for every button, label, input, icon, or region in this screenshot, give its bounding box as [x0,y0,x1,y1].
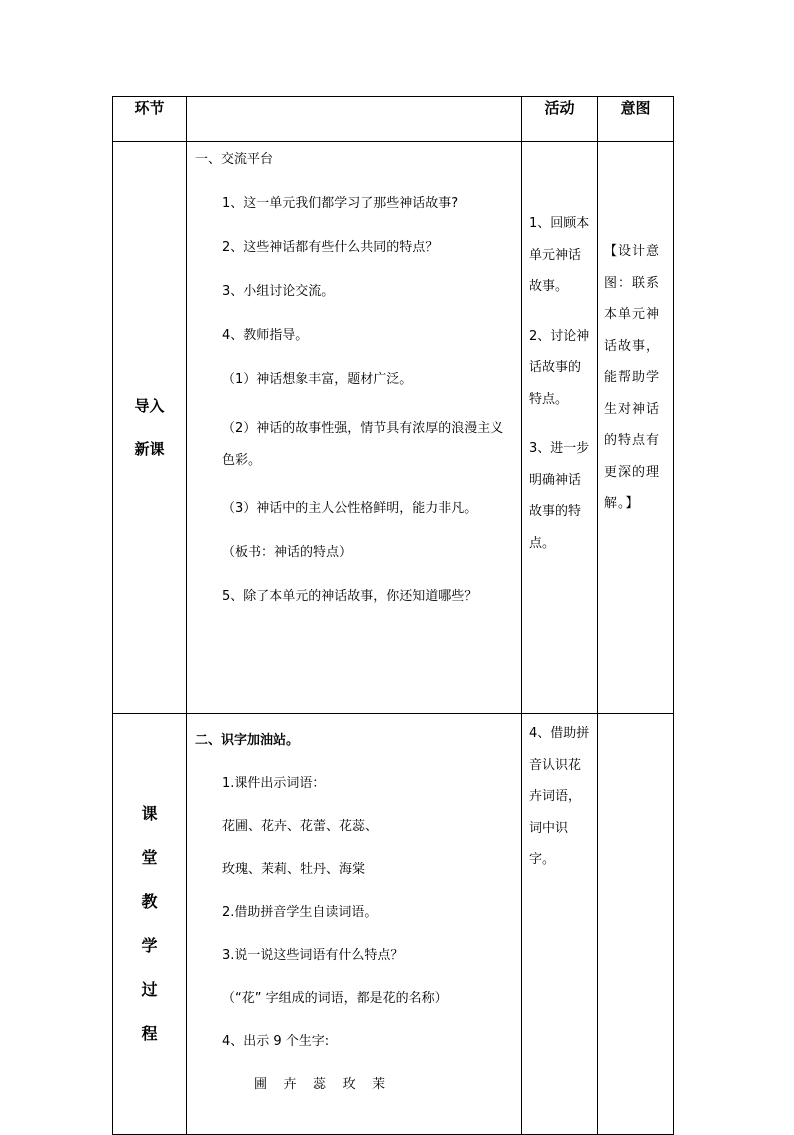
intro-row [113,142,674,714]
stage-char: 课 [141,804,158,823]
literacy-line: 4、出示 9 个生字: [222,1034,330,1049]
literacy-line: 玫瑰、茉莉、牡丹、海棠 [222,862,366,877]
header-intent: 意图 [598,97,674,142]
stage-process-cell [113,714,187,1135]
stage-intro-cell [113,142,187,714]
intro-line: （板书：神话的特点） [222,545,353,560]
header-activity: 活动 [522,97,598,142]
header-stage: 环节 [113,97,187,142]
activity-item: 2、讨论神话故事的特点。 [529,328,590,407]
stage-intro-line1: 导入 [134,396,165,415]
literacy-section-title: 二、识字加油站。 [195,733,300,748]
header-row [113,97,674,142]
literacy-line: 1.课件出示词语： [222,776,326,791]
stage-intro-line2: 新课 [134,439,165,458]
stage-char: 学 [141,936,158,955]
literacy-line: 花圃、花卉、花蕾、花蕊、 [222,819,379,834]
intro-intent-cell: 【设计意图：联系本单元神话故事，能帮助学生对神话的特点有更深的理解。】 [598,142,674,714]
intro-activity-cell [522,142,598,714]
literacy-line: （“花” 字组成的词语，都是花的名称） [222,991,448,1006]
lesson-plan-table [112,96,674,1135]
literacy-content-cell [187,714,522,1135]
intro-content-cell [187,142,522,714]
literacy-activity-cell: 4、借助拼音认识花卉词语，词中识字。 [522,714,598,1135]
new-characters: 圃 卉 蕊 玫 茉 [254,1077,386,1092]
intro-line: 3、小组讨论交流。 [222,284,335,299]
literacy-row [113,714,674,1135]
header-content [187,97,522,142]
intro-line: （2）神话的故事性强，情节具有浓厚的浪漫主义色彩。 [222,421,504,468]
activity-item: 3、进一步明确神话故事的特点。 [529,441,590,551]
intro-line: （1）神话想象丰富，题材广泛。 [222,372,413,387]
stage-char: 过 [141,980,158,999]
intro-line: 5、除了本单元的神话故事，你还知道哪些？ [222,589,478,604]
literacy-intent-cell [598,714,674,1135]
stage-char: 堂 [141,848,158,867]
intro-line: （3）神话中的主人公性格鲜明，能力非凡。 [222,501,478,516]
activity-item: 1、回顾本单元神话故事。 [529,216,590,294]
intro-line: 4、教师指导。 [222,328,309,343]
stage-char: 程 [141,1024,158,1043]
literacy-line: 3.说一说这些词语有什么特点？ [222,948,404,963]
intro-line: 1、这一单元我们都学习了那些神话故事? [222,196,459,211]
intro-line: 2、这些神话都有些什么共同的特点？ [222,240,439,255]
literacy-line: 2.借助拼音学生自读词语。 [222,905,378,920]
intro-section-title: 一、交流平台 [195,152,274,167]
stage-char: 教 [141,892,158,911]
